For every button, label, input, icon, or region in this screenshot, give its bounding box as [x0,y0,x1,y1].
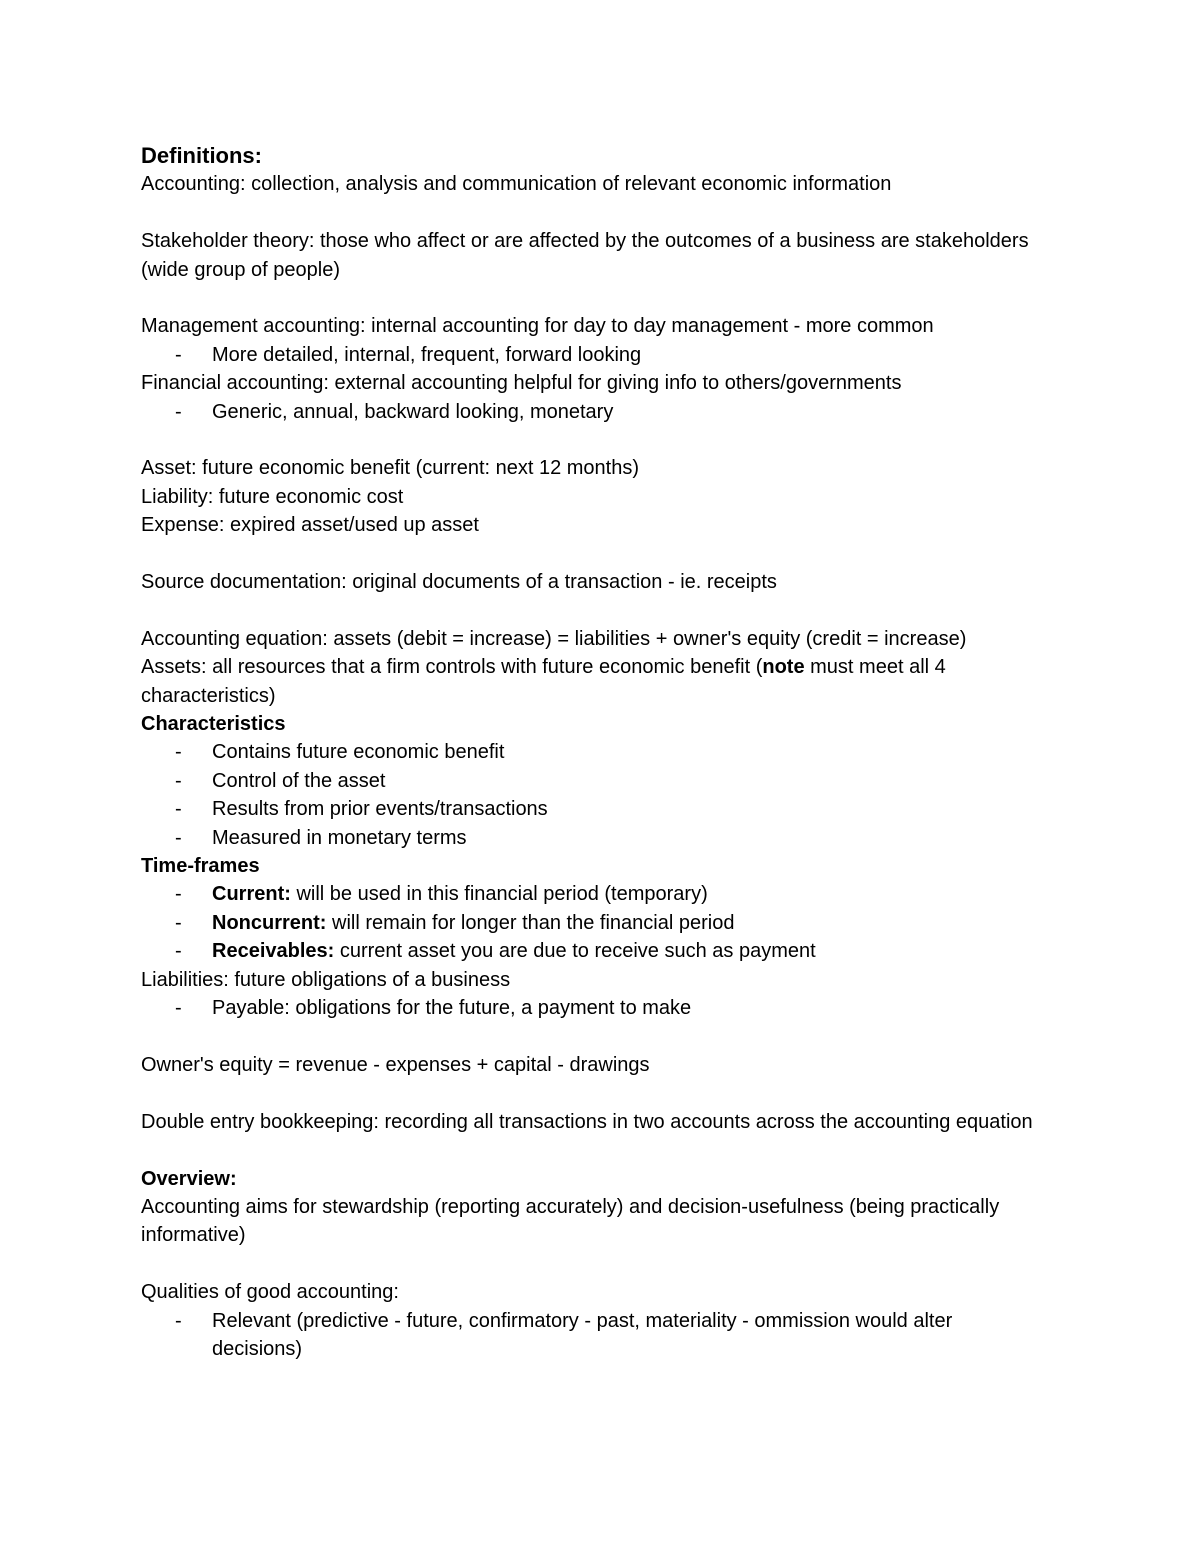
bullet-text: Generic, annual, backward looking, monetary [212,400,614,423]
management-definition: Management accounting: internal accounting for day to day management - more common [141,315,934,338]
double-entry-definition: Double entry bookkeeping: recording all transactions in two accounts across the accounting equation [141,1110,1033,1133]
list-item: - Payable: obligations for the future, a payment to make [175,997,692,1020]
list-item: - Current: will be used in this financial period (temporary) [175,883,708,906]
accounting-definition: Accounting: collection, analysis and communication of relevant economic information [141,173,892,196]
list-item: - Generic, annual, backward looking, monetary [175,400,614,423]
list-item: - Receivables: current asset you are due to receive such as payment [175,940,816,963]
source-documentation-definition: Source documentation: original documents of a transaction - ie. receipts [141,571,777,594]
document-content [141,142,1041,1363]
owners-equity-formula: Owner's equity = revenue - expenses + capital - drawings [141,1053,650,1076]
qualities-heading: Qualities of good accounting: [141,1281,399,1304]
overview-heading: Overview: [141,1167,237,1190]
list-item: - Noncurrent: will remain for longer than the financial period [175,911,735,934]
list-item: - Control of the asset [175,769,386,792]
timeframes-heading: Time-frames [141,855,260,878]
liability-definition: Liability: future economic cost [141,485,404,508]
characteristics-heading: Characteristics [141,713,286,736]
bullet-text: More detailed, internal, frequent, forward looking [212,343,642,366]
liabilities-definition: Liabilities: future obligations of a business [141,968,511,991]
overview-text: Accounting aims for stewardship (reporting accurately) and decision-usefulness (being practically informative) [141,1195,1000,1247]
list-item: - Results from prior events/transactions [175,798,548,821]
stakeholder-definition: Stakeholder theory: those who affect or are affected by the outcomes of a business are stakeholders (wide group of people) [141,230,1029,281]
expense-definition: Expense: expired asset/used up asset [141,514,479,537]
financial-definition: Financial accounting: external accounting helpful for giving info to others/governments [141,372,902,395]
accounting-equation-definition: Accounting equation: assets (debit = increase) = liabilities + owner's equity (credit = increase) [141,627,967,650]
list-item: - Contains future economic benefit [175,741,505,764]
asset-definition: Asset: future economic benefit (current: next 12 months) [141,457,640,480]
assets-definition: Assets: all resources that a firm controls with future economic benefit (note must meet all 4 characteristics) [141,656,946,707]
definitions-heading: Definitions: [141,143,262,168]
list-item: - Measured in monetary terms [175,826,467,849]
list-item: - Relevant (predictive - future, confirmatory - past, materiality - ommission would alter decisions) [175,1309,953,1360]
list-item: - More detailed, internal, frequent, forward looking [175,343,642,366]
